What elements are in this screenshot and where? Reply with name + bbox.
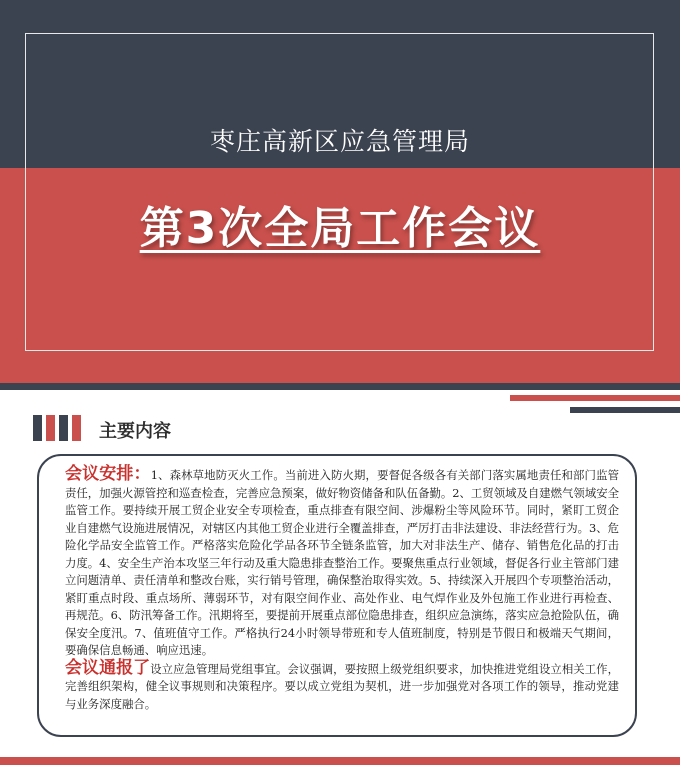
section-marker-bar-2 bbox=[46, 415, 55, 441]
divider-band bbox=[0, 383, 680, 390]
notice-text: 设立应急管理局党组事宜。会议强调，要按照上级党组织要求，加快推进党组设立相关工作，完善组织架构，健全议事规则和决策程序。要以成立党组为契机，进一步加强党对各项工作的领导，推动党建与业务深度融合。 bbox=[65, 661, 619, 711]
org-name: 枣庄高新区应急管理局 bbox=[209, 127, 470, 156]
section-marker-bar-4 bbox=[72, 415, 81, 441]
arrangement-text: 1、森林草地防灭火工作。当前进入防火期，要督促各级各有关部门落实属地责任和部门监管责任，加强火源管控和巡查检查，完善应急预案，做好物资储备和队伍备勤。2、工贸领域及自建燃气领域安全监管工作。要持续开展工贸企业安全专项检查，重点排查有限空间、涉爆粉尘等风险环节。同时，紧盯工贸企业自建燃气设施进展情况，对辖区内其他工贸企业进行全覆盖排查，严厉打击非法建设、非法经营行为。3、危险化学品安全监管工作。严格落实危险化学品各环节全链条监管，加大对非法生产、储存、销售危化品的打击力度。4、安全生产治本攻坚三年行动及重大隐患排查整治工作。要聚焦重点行业领域，督促各行业主管部门建立问题清单、责任清单和整改台账，实行销号管理，确保整治取得实效。5、持续深入开展四个专项整治活动，紧盯重点时段、重点场所、薄弱环节，对有限空间作业、高处作业、电气焊作业及外包施工作业进行再检查、再规范。6、防汛筹备工作。汛期将至，要提前开展重点部位隐患排查，组织应急演练，落实应急抢险队伍，确保安全度汛。7、值班值守工作。严格执行24小时领导带班和专人值班制度，特别是节假日和极端天气期间，要确保信息畅通、响应迅速。 bbox=[65, 468, 620, 657]
section-marker-bar-3 bbox=[59, 415, 68, 441]
arrangement-paragraph bbox=[65, 466, 619, 660]
notice-label: 会议通报了 bbox=[65, 657, 151, 678]
section-marker-bar-1 bbox=[33, 415, 42, 441]
arrangement-label: 会议安排： bbox=[65, 464, 151, 484]
content-box bbox=[37, 454, 637, 737]
meeting-title: 第3次全局工作会议 bbox=[139, 203, 541, 254]
notice-paragraph bbox=[65, 657, 619, 714]
decor-stripe-dark bbox=[570, 407, 680, 413]
footer-band bbox=[0, 757, 680, 765]
section-title: 主要内容 bbox=[99, 421, 171, 442]
decor-stripe-red bbox=[510, 395, 680, 401]
